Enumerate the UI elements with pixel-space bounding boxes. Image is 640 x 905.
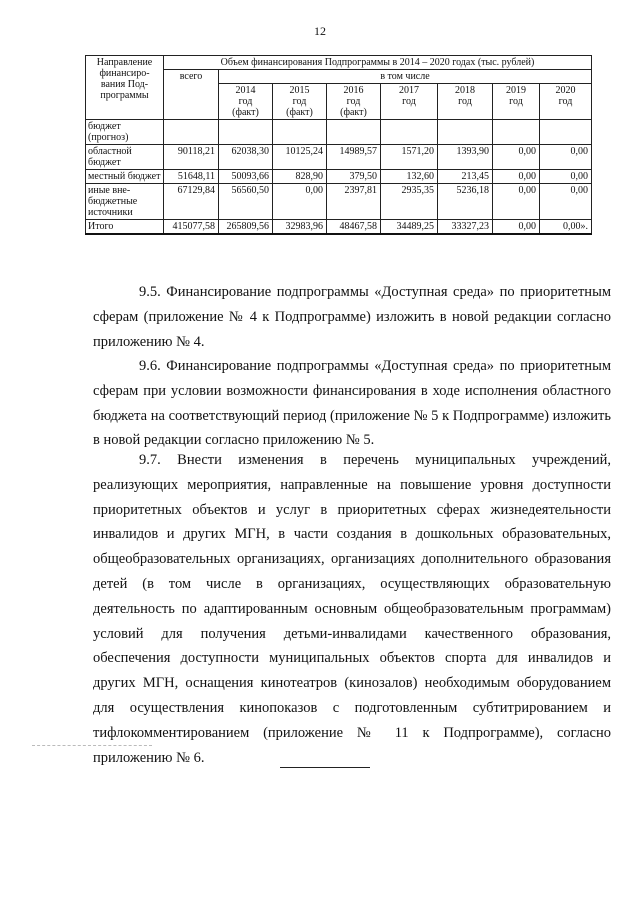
cell-total: 51648,11 [164, 170, 219, 184]
row-label: местный бюджет [86, 170, 164, 184]
row-label: бюджет (прогноз) [86, 120, 164, 145]
cell-total: 90118,21 [164, 145, 219, 170]
cell-2015: 10125,24 [273, 145, 327, 170]
cell-2015: 0,00 [273, 184, 327, 220]
cell-total: 67129,84 [164, 184, 219, 220]
including-header: в том числе [219, 70, 592, 84]
cell-2019: 0,00 [493, 220, 540, 235]
cell-2018 [438, 120, 493, 145]
total-header: всего [164, 70, 219, 120]
cell-2016: 14989,57 [327, 145, 381, 170]
cell-2020 [540, 120, 592, 145]
row-label: иные вне-бюджетные источники [86, 184, 164, 220]
page-number: 12 [314, 24, 326, 38]
end-separator-line [280, 767, 370, 768]
cell-2017: 132,60 [381, 170, 438, 184]
cell-2017: 34489,25 [381, 220, 438, 235]
table-row-extrabudgetary [86, 184, 592, 220]
year-header-2018: 2018 год [438, 84, 493, 120]
cell-2020: 0,00 [540, 170, 592, 184]
cell-2014: 50093,66 [219, 170, 273, 184]
cell-2019: 0,00 [493, 184, 540, 220]
cell-2015: 32983,96 [273, 220, 327, 235]
cell-2014: 62038,30 [219, 145, 273, 170]
direction-header: Направление финансиро-вания Под-программы [86, 56, 164, 120]
cell-2020: 0,00 [540, 184, 592, 220]
cell-2015: 828,90 [273, 170, 327, 184]
table-row-local-budget [86, 170, 592, 184]
cell-2017: 2935,35 [381, 184, 438, 220]
year-header-2015: 2015 год (факт) [273, 84, 327, 120]
cell-2016: 2397,81 [327, 184, 381, 220]
cell-total: 415077,58 [164, 220, 219, 235]
cell-2019: 0,00 [493, 170, 540, 184]
cell-2018: 33327,23 [438, 220, 493, 235]
volume-header: Объем финансирования Подпрограммы в 2014 – 2020 годах (тыс. рублей) [164, 56, 592, 70]
table-row-budget-forecast [86, 120, 592, 145]
year-header-2019: 2019 год [493, 84, 540, 120]
financing-table [85, 55, 592, 235]
cell-2019 [493, 120, 540, 145]
cell-2019: 0,00 [493, 145, 540, 170]
cell-2017: 1571,20 [381, 145, 438, 170]
paragraph-9-6: 9.6. Финансирование подпрограммы «Доступная среда» по приоритетным сферам при условии возможности финансирования в ходе исполнения областного бюджета на соответствующий период (приложение № 5 к Подпрограмме) изложить в новой редакции согласно приложению № 5. [93, 358, 611, 449]
table-row-regional-budget [86, 145, 592, 170]
row-label: областной бюджет [86, 145, 164, 170]
cell-2018: 1393,90 [438, 145, 493, 170]
paragraph-9-7: 9.7. Внести изменения в перечень муниципальных учреждений, реализующих мероприятия, направленные на повышение уровня доступности приоритетных объектов и услуг в приоритетных сферах жизнедеятельности инвалидов и других МГН, в части создания в дошкольных образовательных, общеобразовательных организациях, организациях дополнительного образования детей (в том числе в организациях, осуществляющих образовательную деятельность по адаптированным основным общеобразовательным программам) условий для получения детьми-инвалидами качественного образования, обеспечения доступности муниципальных объектов спорта для инвалидов и других МГН, оснащения кинотеатров (кинозалов) необходимым оборудованием для осуществления кинопоказов с подготовленным субтитрированием и тифлокомментированием (приложение № 11 к Подпрограмме), согласно приложению № 6. [93, 452, 611, 766]
cell-2016: 48467,58 [327, 220, 381, 235]
cell-2017 [381, 120, 438, 145]
year-header-2014: 2014 год (факт) [219, 84, 273, 120]
cell-2015 [273, 120, 327, 145]
cell-2016: 379,50 [327, 170, 381, 184]
row-label: Итого [86, 220, 164, 235]
scan-margin-mark [32, 745, 152, 746]
cell-2014 [219, 120, 273, 145]
paragraph-9-5: 9.5. Финансирование подпрограммы «Доступная среда» по приоритетным сферам (приложение № 4 к Подпрограмме) изложить в новой редакции согласно приложению № 4. [93, 284, 611, 350]
year-header-2016: 2016 год (факт) [327, 84, 381, 120]
cell-2014: 265809,56 [219, 220, 273, 235]
year-header-2017: 2017 год [381, 84, 438, 120]
cell-total [164, 120, 219, 145]
table-row-total [86, 220, 592, 235]
cell-2018: 5236,18 [438, 184, 493, 220]
cell-2020: 0,00». [540, 220, 592, 235]
year-header-2020: 2020 год [540, 84, 592, 120]
cell-2014: 56560,50 [219, 184, 273, 220]
cell-2020: 0,00 [540, 145, 592, 170]
cell-2016 [327, 120, 381, 145]
cell-2018: 213,45 [438, 170, 493, 184]
